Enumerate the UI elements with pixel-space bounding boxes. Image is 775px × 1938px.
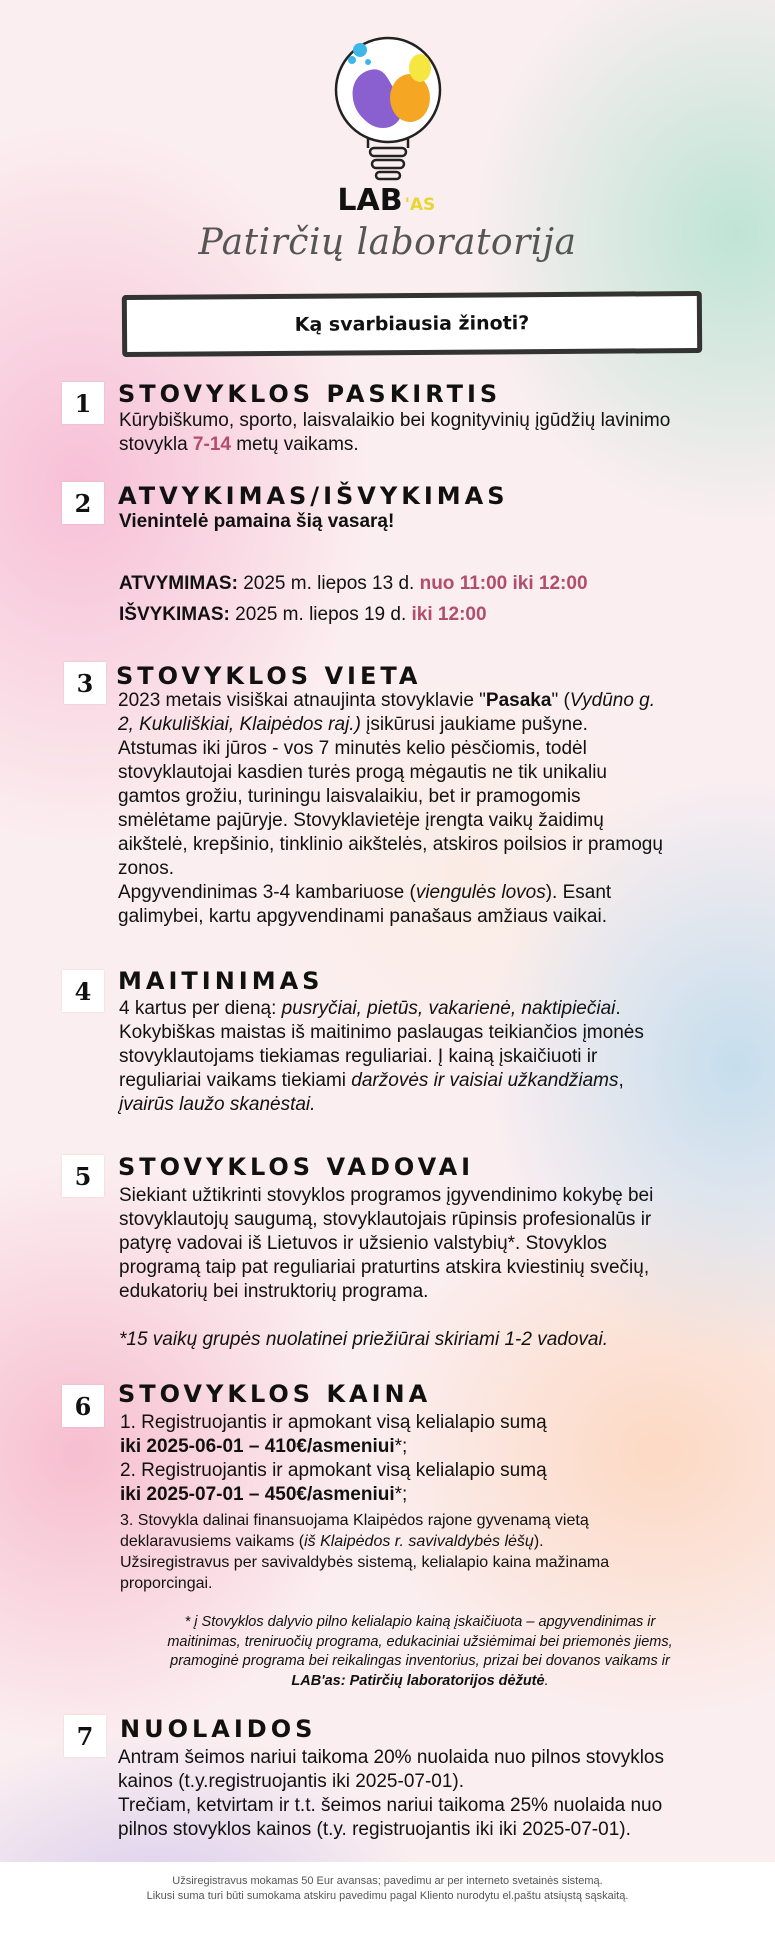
price-option: 3. Stovykla dalinai finansuojama Klaipėdos rajone gyvenamą vietą (120, 1512, 589, 1529)
section-text: 2, Kukuliškiai, Klaipėdos raj.) įsikūrusi jaukiame pušyne. (118, 714, 588, 735)
section-text: Antram šeimos nariui taikoma 20% nuolaida nuo pilnos stovyklos (118, 1747, 664, 1768)
price-option: iki 2025-07-01 – 450€/asmeniui*; (120, 1484, 408, 1505)
arrival-line: ATVYMIMAS: 2025 m. liepos 13 d. nuo 11:00 iki 12:00 (119, 573, 588, 594)
section-text: programą taip pat reguliariai praturtins atskira kviestinių svečių, (119, 1257, 650, 1278)
section-text: Kūrybiškumo, sporto, laisvalaikio bei kognityvinių įgūdžių lavinimo (119, 410, 671, 431)
section-text: Trečiam, ketvirtam ir t.t. šeimos nariui taikoma 25% nuolaida nuo (118, 1795, 663, 1816)
page-footer (0, 1862, 775, 1938)
section-text: įvairūs laužo skanėstai. (119, 1094, 316, 1115)
brand-logo (0, 20, 775, 220)
section-text: smėlėtame pajūryje. Stovyklavietėje įrengta vaikų žaidimų (118, 810, 604, 831)
section-number: 5 (62, 1155, 104, 1197)
price-option: proporcingai. (120, 1575, 213, 1592)
section-text: edukatorių bei instruktorių programa. (119, 1281, 429, 1302)
banner-title-text: Ką svarbiausia žinoti? (294, 312, 530, 336)
section-text: Atstumas iki jūros - vos 7 minutės kelio pėsčiomis, todėl (118, 738, 587, 759)
section-heading: STOVYKLOS VIETA (116, 662, 422, 690)
section-number: 3 (64, 662, 106, 704)
price-option: 1. Registruojantis ir apmokant visą kelialapio sumą (120, 1412, 547, 1433)
section-heading: ATVYKIMAS/IŠVYKIMAS (118, 482, 509, 510)
section-heading: MAITINIMAS (118, 967, 324, 995)
section-text: Siekiant užtikrinti stovyklos programos įgyvendinimo kokybę bei (119, 1185, 654, 1206)
section-text: reguliariai vaikams tiekiami daržovės ir vaisiai užkandžiams, (119, 1070, 624, 1091)
logo-text: LAB (336, 183, 403, 218)
price-option: Užsiregistravus per savivaldybės sistemą, kelialapio kaina mažinama (120, 1554, 610, 1571)
section-text: 2023 metais visiškai atnaujinta stovyklavie "Pasaka" (Vydūno g. (118, 690, 656, 711)
section-text: stovyklautojai kasdien turės progą mėgautis ne tik unikaliu (118, 762, 607, 783)
departure-line: IŠVYKIMAS: 2025 m. liepos 19 d. iki 12:00 (119, 604, 487, 625)
section-text: pilnos stovyklos kainos (t.y. registruojantis iki iki 2025-07-01). (118, 1819, 631, 1840)
lightbulb-logo-icon (308, 20, 468, 220)
section-text: galimybei, kartu apgyvendinami panašaus amžiaus vaikai. (118, 906, 607, 927)
logo-suffix: 'AS (404, 195, 435, 215)
section-heading: NUOLAIDOS (120, 1715, 317, 1743)
section-text: patyrę vadovai iš Lietuvos ir užsienio valstybių*. Stovyklos (119, 1233, 607, 1254)
section-heading: STOVYKLOS VADOVAI (118, 1153, 475, 1181)
footer-text: Užsiregistravus mokamas 50 Eur avansas; pavedimu ar per interneto svetainės sistemą. (172, 1875, 603, 1887)
section-heading: STOVYKLOS PASKIRTIS (118, 380, 502, 408)
section-text: Kokybiškas maistas iš maitinimo paslaugas teikiančios įmonės (119, 1022, 644, 1043)
section-number: 2 (62, 482, 104, 524)
footer-text: Likusi suma turi būti sumokama atskiru pavedimu pagal Kliento nurodytu el.paštu atsiųstą sąskaitą. (146, 1890, 629, 1902)
price-option: iki 2025-06-01 – 410€/asmeniui*; (120, 1436, 408, 1457)
section-number: 4 (62, 970, 104, 1012)
brand-tagline: Patirčių laboratorija (198, 222, 577, 263)
section-text: stovykla 7-14 metų vaikams. (119, 434, 359, 455)
section-text: stovyklautojų saugumą, stovyklautojais rūpinsis profesionalūs ir (119, 1209, 652, 1230)
section-text: aikštelė, krepšinio, tinklinio aikštelės, atskiros poilsios ir pramogų (118, 834, 663, 855)
banner-title (122, 291, 702, 357)
section-number: 1 (62, 382, 104, 424)
price-option: deklaravusiems vaikams (iš Klaipėdos r. savivaldybės lėšų). (120, 1533, 544, 1550)
section-text: zonos. (118, 858, 174, 879)
section-text: Apgyvendinimas 3-4 kambariuose (viengulės lovos). Esant (118, 882, 612, 903)
section-footnote: *15 vaikų grupės nuolatinei priežiūrai skiriami 1-2 vadovai. (119, 1329, 608, 1350)
section-text: stovyklautojams tiekiamas reguliariai. Į kainą įskaičiuoti ir (119, 1046, 598, 1067)
section-text: kainos (t.y.registruojantis iki 2025-07-01). (118, 1771, 465, 1792)
section-subtitle: Vienintelė pamaina šią vasarą! (119, 511, 395, 532)
section-text: 4 kartus per dieną: pusryčiai, pietūs, vakarienė, naktipiečiai. (119, 998, 621, 1019)
price-note: * į Stovyklos dalyvio pilno kelialapio kainą įskaičiuota – apgyvendinimas ir maitinimas, treniruočių programa, edukaciniai užsiėmimai bei priemonės jiems, pramoginė programa bei reikalingas inventorius, prizai bei dovanos vaikams ir LAB'as: Patirčių laboratorijos dėžutė. (167, 1614, 673, 1689)
section-number: 6 (62, 1385, 104, 1427)
price-option: 2. Registruojantis ir apmokant visą kelialapio sumą (120, 1460, 547, 1481)
section-heading: STOVYKLOS KAINA (118, 1380, 432, 1408)
section-number: 7 (64, 1715, 106, 1757)
section-text: gamtos grožiu, turiningu laisvalaikiu, bet ir pramogomis (118, 786, 581, 807)
